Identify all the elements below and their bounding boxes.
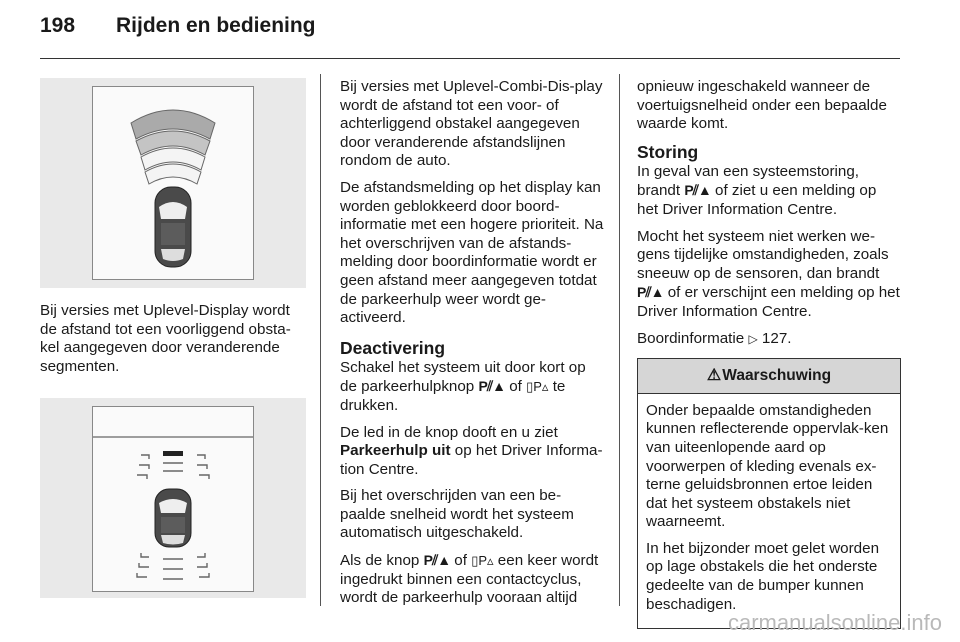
figure-uplevel-combi-display <box>40 398 306 598</box>
display-illustration <box>92 406 254 592</box>
park-assist-icon: P⫽▲ <box>478 378 505 395</box>
paragraph: Bij versies met Uplevel-Combi-Dis-play wordt de afstand tot een voor- of achterliggend obstakel aangegeven door veranderende afstandslijnen rondom de auto. <box>340 78 603 170</box>
segment-display-graphic <box>93 87 253 279</box>
page-reference-arrow-icon: ▷ <box>748 331 758 346</box>
display-illustration <box>92 86 254 280</box>
paragraph: In het bijzonder moet gelet worden op lage obstakels die het onderste gedeelte van de bumper kunnen beschadigen. <box>646 539 880 613</box>
paragraph: Boordinformatie ▷ 127. <box>637 329 792 347</box>
park-assist-alt-icon: ▯P▵ <box>526 379 549 395</box>
warning-icon: ⚠ <box>706 367 722 385</box>
warning-box <box>637 358 901 629</box>
page-reference-link[interactable]: 127. <box>761 329 792 347</box>
page-header <box>40 14 316 50</box>
column-2 <box>340 78 604 616</box>
paragraph: Als de knop P⫽▲ of ▯P▵ een keer wordt ingedrukt binnen een contactcyclus, wordt de parkeerhulp vooraan altijd <box>340 552 599 607</box>
figure-caption: Bij versies met Uplevel-Display wordt de afstand tot een voorliggend obsta-kel aangegeven door veranderende segmenten. <box>40 302 291 375</box>
paragraph: De afstandsmelding op het display kan worden geblokkeerd door boord-informatie met een hogere prioriteit. Na het overschrijven van de afstands-melding door boordinformatie wordt er geen afstand meer aangegeven totdat de parkeerhulp weer wordt ge-activeerd. <box>340 178 604 327</box>
watermark: carmanualsonline.info <box>727 610 942 635</box>
page-title: Rijden en bediening <box>116 14 316 37</box>
warning-body <box>638 394 900 629</box>
page-number: 198 <box>40 14 76 37</box>
section-heading-storing: Storing <box>637 141 699 162</box>
paragraph: De led in de knop dooft en u ziet Parkeerhulp uit op het Driver Informa-tion Centre. <box>340 423 603 478</box>
paragraph: Schakel het systeem uit door kort op de parkeerhulpknop P⫽▲ of ▯P▵ te drukken. <box>340 358 586 414</box>
park-assist-icon: P⫽▲ <box>423 552 451 569</box>
park-assist-alt-icon: ▯P▵ <box>471 553 494 569</box>
parkeerhulp-uit-text: Parkeerhulp uit <box>340 442 451 460</box>
column-divider <box>619 74 620 606</box>
paragraph: opnieuw ingeschakeld wanneer de voertuigsnelheid onder een bepaalde waarde komt. <box>637 78 887 133</box>
paragraph: In geval van een systeemstoring, brandt P⫽▲ of ziet u een melding op het Driver Information Centre. <box>637 162 877 218</box>
section-heading-deactivering: Deactivering <box>340 337 446 358</box>
column-1 <box>40 78 306 598</box>
paragraph: Mocht het systeem niet werken we-gens tijdelijke omstandigheden, zoals sneeuw op de sensoren, dan brandt P⫽▲ of er verschijnt een melding op het Driver Information Centre. <box>637 227 900 320</box>
warning-title: Waarschuwing <box>722 367 832 385</box>
park-assist-icon: P⫽▲ <box>637 284 664 301</box>
column-divider <box>320 74 321 606</box>
column-3 <box>637 78 901 629</box>
warning-header <box>638 359 900 394</box>
figure-uplevel-display <box>40 78 306 288</box>
paragraph: Onder bepaalde omstandigheden kunnen reflecterende oppervlak-ken van uiteenlopende aard op voorwerpen of kleding evenals ex-terne geluidsbronnen ertoe leiden dat het systeem obstakels niet waarneemt. <box>646 401 889 531</box>
park-assist-icon: P⫽▲ <box>684 182 711 199</box>
header-rule <box>40 58 900 59</box>
paragraph: Bij het overschrijden van een be-paalde snelheid wordt het systeem automatisch uitgeschakeld. <box>340 487 574 542</box>
distance-lines-graphic <box>93 407 253 591</box>
